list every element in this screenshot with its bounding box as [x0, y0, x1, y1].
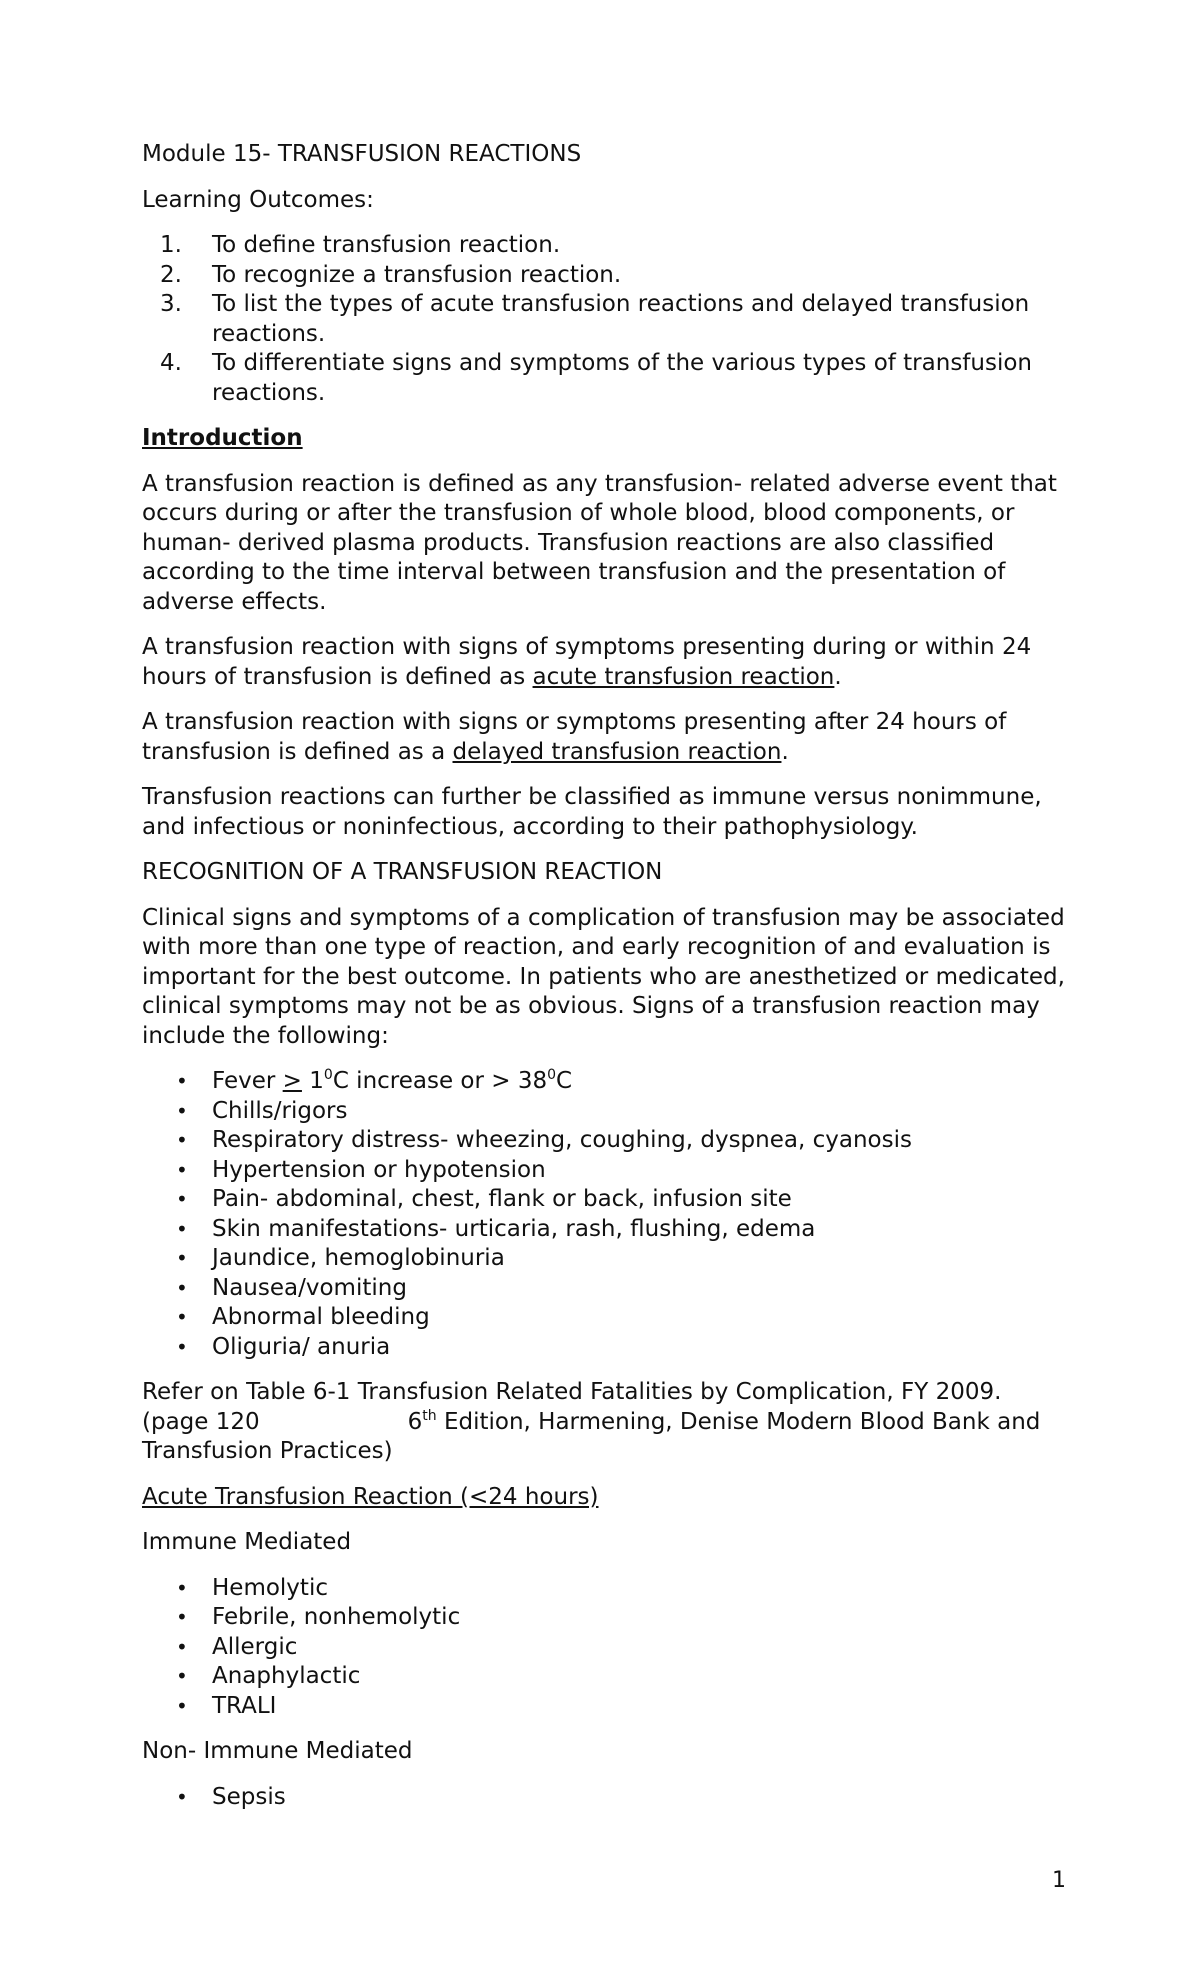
paragraph-text: A transfusion reaction with signs of symptoms presenting during or within 24 hours of transfusion is defined as	[142, 634, 1032, 690]
list-item	[142, 1156, 1072, 1186]
list-item	[142, 1633, 1072, 1663]
list-item-text: To differentiate signs and symptoms of the various types of transfusion reactions.	[212, 350, 1032, 406]
reference-edition-number: 6	[407, 1408, 423, 1435]
list-item	[142, 1215, 1072, 1245]
list-item-text: Fever	[212, 1068, 283, 1094]
bullet-icon: •	[176, 1157, 188, 1182]
reference-line: Transfusion Practices)	[142, 1438, 393, 1464]
list-item-text: To list the types of acute transfusion reactions and delayed transfusion reactions.	[212, 291, 1030, 347]
edition-superscript: th	[422, 1407, 437, 1424]
module-title: Module 15- TRANSFUSION REACTIONS	[142, 141, 582, 167]
bullet-icon: •	[176, 1693, 188, 1718]
reference-page: (page 120	[142, 1408, 260, 1435]
list-item-text: To define transfusion reaction.	[212, 232, 561, 258]
document-page	[142, 140, 1072, 1828]
list-item-text: Oliguria/ anuria	[212, 1333, 391, 1360]
recognition-paragraph: Clinical signs and symptoms of a complication of transfusion may be associated with more than one type of reaction, and early recognition of and evaluation is important for the best outcome. In patients who are anesthetized or medicated, clinical symptoms may not be as obvious. Signs of a transfusion reaction may include the following:	[142, 904, 1065, 1049]
list-item-text: Skin manifestations- urticaria, rash, flushing, edema	[212, 1215, 816, 1242]
list-item	[142, 1244, 1072, 1274]
list-item	[142, 1692, 1072, 1722]
list-item-text: Allergic	[212, 1633, 298, 1660]
greater-equal-symbol: >	[282, 1068, 302, 1094]
list-number: 2.	[160, 261, 182, 288]
list-item-text: Anaphylactic	[212, 1663, 361, 1689]
list-item	[142, 1574, 1072, 1604]
bullet-icon: •	[176, 1634, 188, 1659]
list-item	[142, 290, 1072, 349]
degree-superscript: 0	[323, 1067, 333, 1083]
list-item	[142, 231, 1072, 261]
paragraph-text: A transfusion reaction with signs or symptoms presenting after 24 hours of transfusion is defined as a	[142, 709, 1007, 765]
delayed-transfusion-reaction-term: delayed transfusion reaction	[452, 738, 782, 765]
list-item-text: Hemolytic	[212, 1574, 328, 1601]
signs-list	[142, 1067, 1072, 1362]
bullet-icon: •	[176, 1246, 188, 1270]
bullet-icon: •	[176, 1275, 188, 1300]
bullet-icon: •	[176, 1575, 188, 1600]
list-item	[142, 1603, 1072, 1633]
delayed-definition-paragraph	[142, 708, 1072, 767]
bullet-icon: •	[176, 1664, 188, 1688]
list-number: 4.	[160, 350, 182, 376]
list-item	[142, 1303, 1072, 1333]
acute-definition-paragraph	[142, 633, 1072, 692]
bullet-icon: •	[176, 1334, 188, 1359]
learning-outcomes-label: Learning Outcomes:	[142, 186, 374, 213]
bullet-icon: •	[176, 1069, 188, 1093]
bullet-icon: •	[176, 1784, 188, 1809]
list-item-text: Jaundice, hemoglobinuria	[212, 1245, 505, 1271]
list-item-text: Nausea/vomiting	[212, 1274, 407, 1301]
bullet-icon: •	[176, 1216, 188, 1241]
bullet-icon: •	[176, 1605, 188, 1629]
list-item-text: To recognize a transfusion reaction.	[212, 261, 622, 288]
list-item-text: C increase or > 38	[332, 1068, 548, 1094]
list-item	[142, 1783, 1072, 1813]
non-immune-mediated-heading: Non- Immune Mediated	[142, 1738, 413, 1764]
introduction-paragraph: A transfusion reaction is defined as any transfusion- related adverse event that occurs during or after the transfusion of whole blood, blood components, or human- derived plasma products. Transfusion reactions are also classified according to the time interval between transfusion and the presentation of adverse effects.	[142, 470, 1057, 615]
list-item	[142, 261, 1072, 291]
reference-line: Edition, Harmening, Denise Modern Blood Bank and	[436, 1408, 1041, 1435]
acute-transfusion-reaction-term: acute transfusion reaction	[532, 663, 835, 690]
page-number: 1	[1052, 1868, 1066, 1893]
list-item	[142, 1274, 1072, 1304]
list-number: 3.	[160, 291, 182, 317]
list-item	[142, 1067, 1072, 1097]
acute-reaction-heading: Acute Transfusion Reaction (<24 hours)	[142, 1483, 599, 1510]
list-item	[142, 349, 1072, 408]
list-number: 1.	[160, 232, 182, 258]
bullet-icon: •	[176, 1187, 188, 1211]
bullet-icon: •	[176, 1128, 188, 1152]
introduction-heading: Introduction	[142, 425, 303, 451]
paragraph-text: .	[781, 738, 789, 765]
list-item	[142, 1662, 1072, 1692]
list-item	[142, 1333, 1072, 1363]
list-item-text: Pain- abdominal, chest, flank or back, infusion site	[212, 1186, 792, 1212]
list-item-text: TRALI	[212, 1692, 277, 1719]
bullet-icon: •	[176, 1305, 188, 1329]
list-item-text: Abnormal bleeding	[212, 1304, 430, 1330]
list-item-text: Sepsis	[212, 1783, 286, 1810]
degree-superscript: 0	[547, 1067, 557, 1083]
list-item-text: Hypertension or hypotension	[212, 1156, 546, 1183]
list-item-text: 1	[301, 1068, 324, 1094]
immune-mediated-heading: Immune Mediated	[142, 1529, 352, 1555]
non-immune-mediated-list	[142, 1783, 1072, 1813]
recognition-heading: RECOGNITION OF A TRANSFUSION REACTION	[142, 859, 663, 885]
list-item	[142, 1126, 1072, 1156]
list-item-text: Febrile, nonhemolytic	[212, 1604, 461, 1630]
list-item-text: C	[556, 1068, 573, 1094]
reference-line: Refer on Table 6-1 Transfusion Related Fatalities by Complication, FY 2009.	[142, 1379, 1002, 1405]
list-item	[142, 1185, 1072, 1215]
list-item	[142, 1097, 1072, 1127]
bullet-icon: •	[176, 1098, 188, 1123]
list-item-text: Respiratory distress- wheezing, coughing, dyspnea, cyanosis	[212, 1127, 912, 1153]
classification-paragraph: Transfusion reactions can further be classified as immune versus nonimmune, and infectious or noninfectious, according to their pathophysiology.	[142, 784, 1042, 840]
learning-outcomes-list	[142, 231, 1072, 408]
list-item-text: Chills/rigors	[212, 1097, 348, 1124]
immune-mediated-list	[142, 1574, 1072, 1722]
paragraph-text: .	[834, 663, 842, 690]
reference-paragraph	[142, 1378, 1072, 1467]
